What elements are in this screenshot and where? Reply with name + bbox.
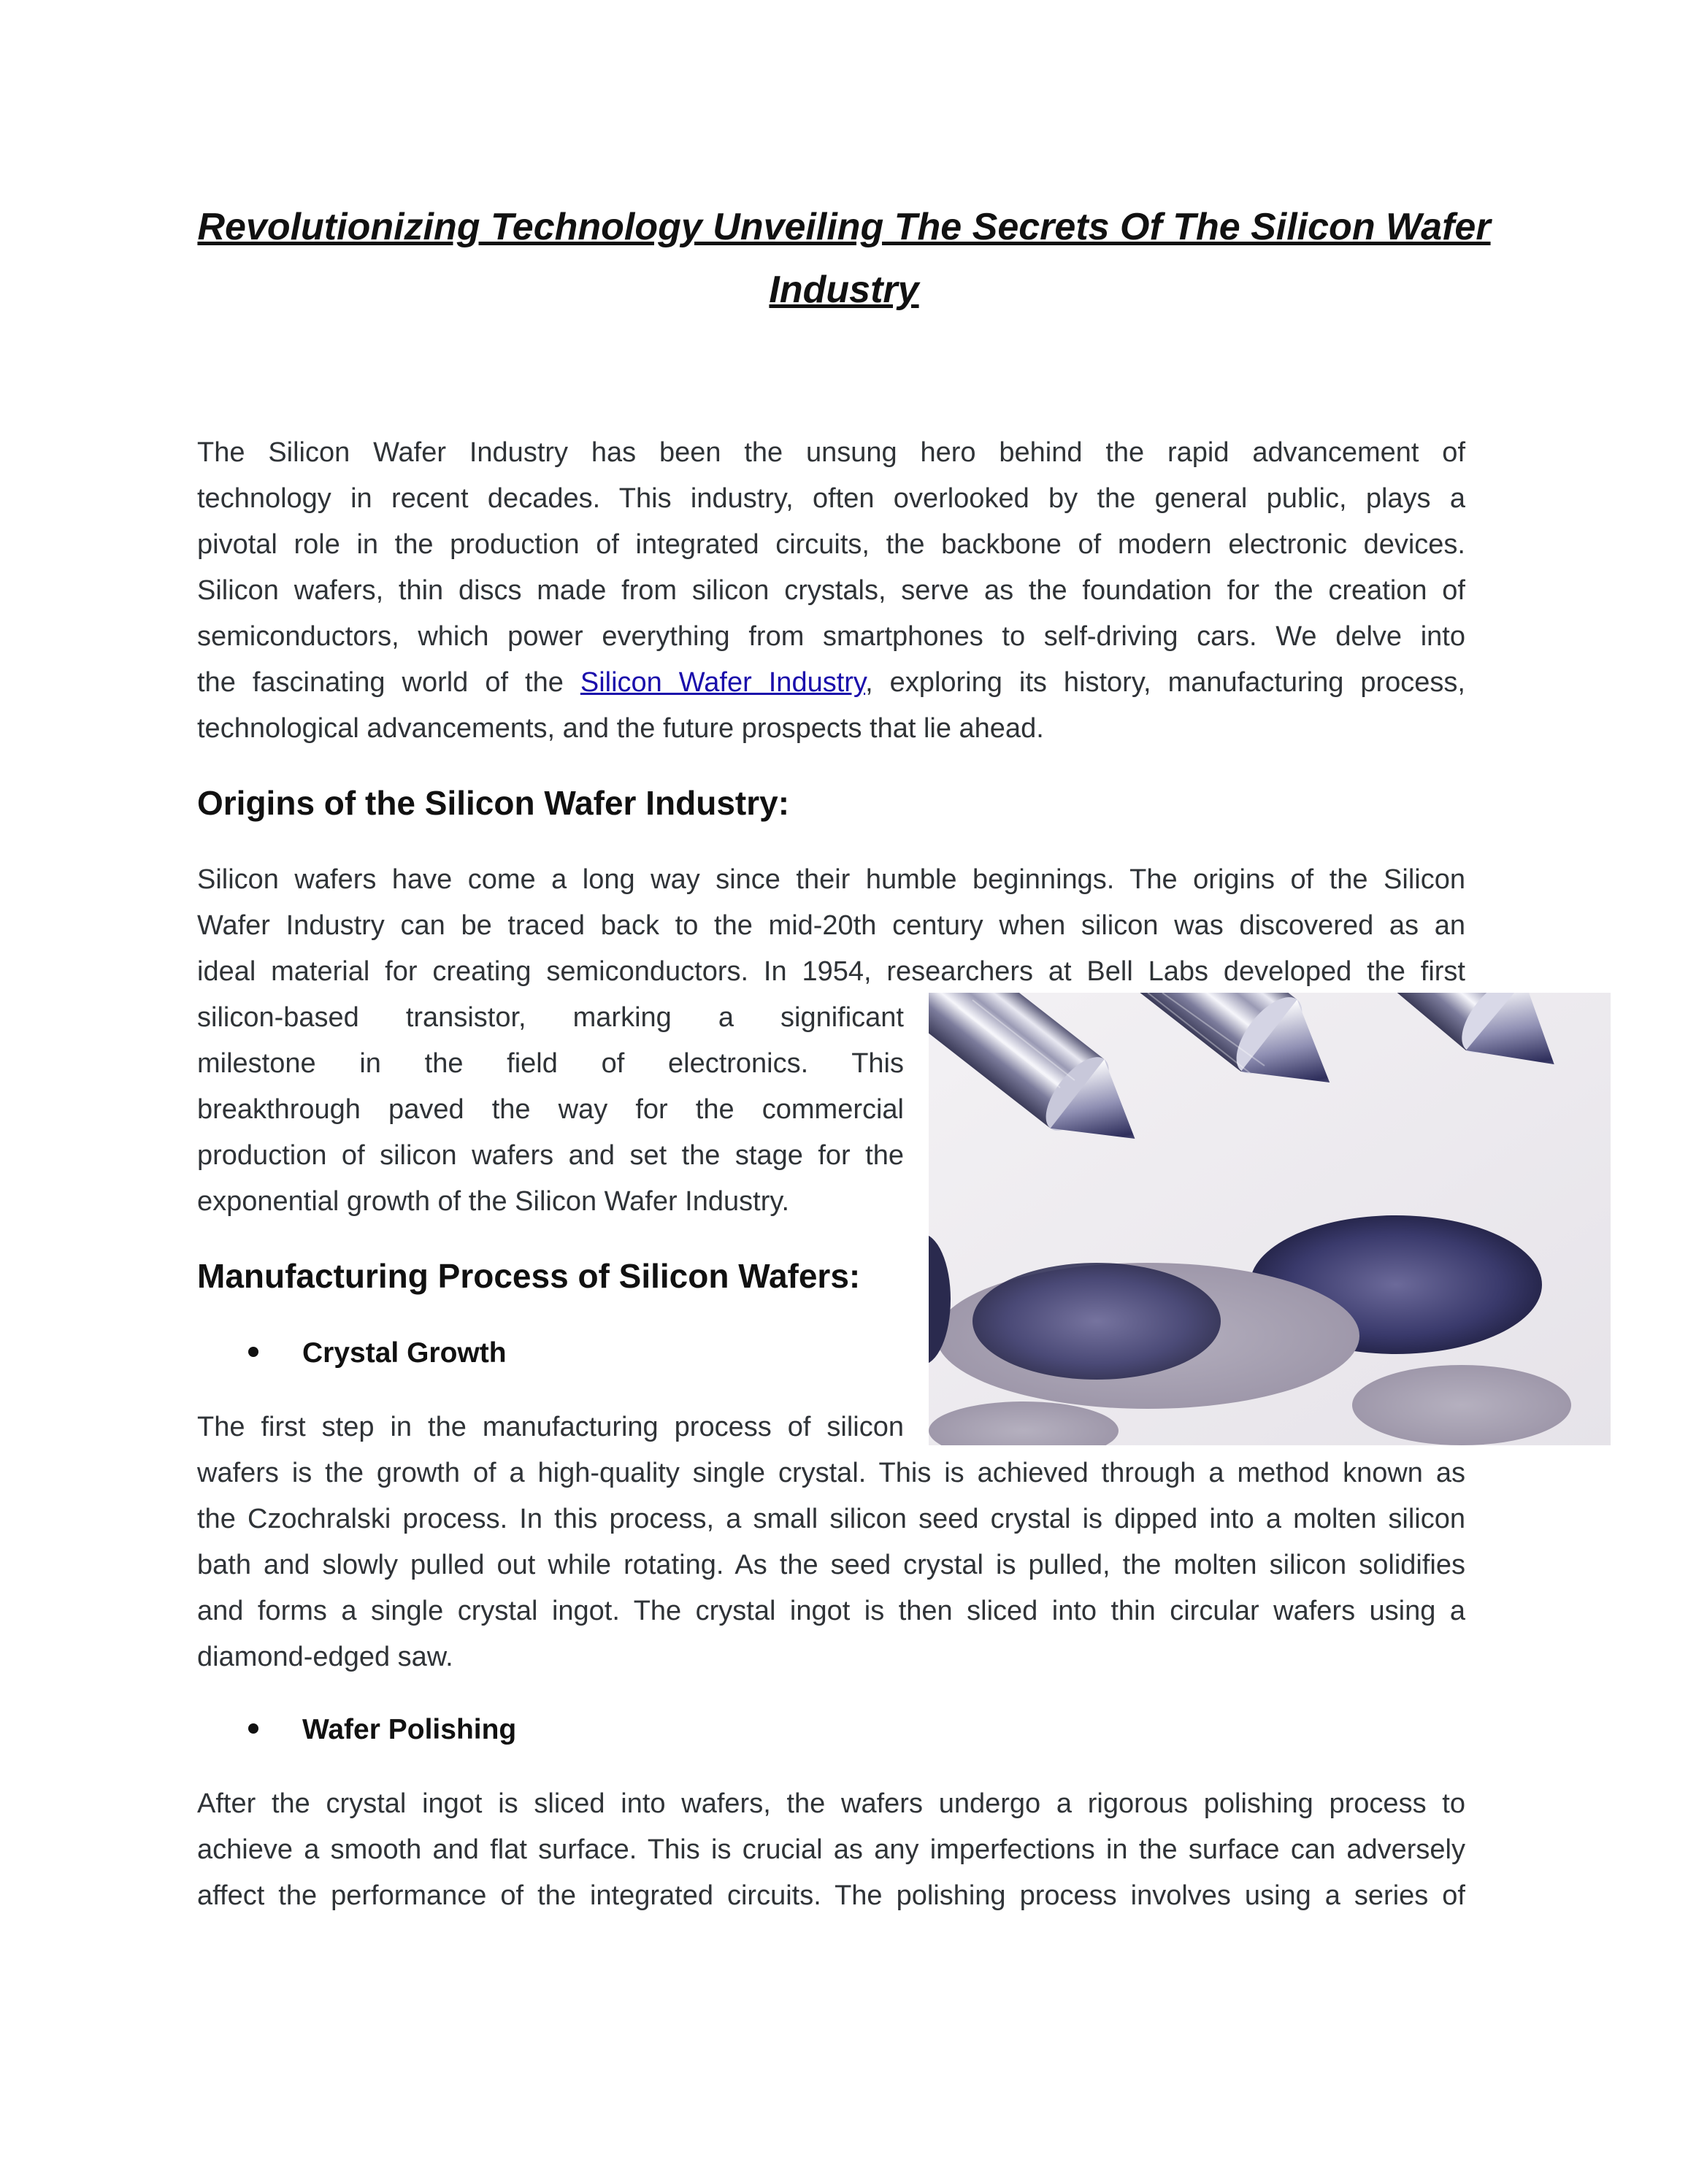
intro-line: pivotal role in the production of integrated circuits, the backbone of modern electronic devices. — [197, 529, 1465, 560]
bullet-dot-icon — [248, 1347, 258, 1357]
origins-line: exponential growth of the Silicon Wafer Industry. — [197, 1186, 790, 1217]
polishing-line: After the crystal ingot is sliced into wafers, the wafers undergo a rigorous polishing process to — [197, 1788, 1465, 1819]
bullet-label: Wafer Polishing — [302, 1714, 517, 1745]
crystal-line: wafers is the growth of a high-quality single crystal. This is achieved through a method known as — [197, 1458, 1465, 1488]
crystal-line: and forms a single crystal ingot. The crystal ingot is then sliced into thin circular wafers using a — [197, 1596, 1465, 1626]
silicon-wafer-industry-link[interactable]: Silicon Wafer Industry — [580, 667, 866, 698]
polishing-paragraph — [197, 1781, 1465, 1919]
intro-line — [197, 660, 1465, 706]
origins-paragraph-wrapped — [197, 995, 904, 1225]
crystal-line: the Czochralski process. In this process, a small silicon seed crystal is dipped into a molten silicon — [197, 1504, 1465, 1534]
silicon-ingots-illustration — [929, 993, 1611, 1445]
title-line-1: Revolutionizing Technology Unveiling The Secrets Of The Silicon Wafer — [197, 206, 1491, 248]
intro-line: semiconductors, which power everything from smartphones to self-driving cars. We delve into — [197, 621, 1465, 652]
origins-line: milestone in the field of electronics. This — [197, 1048, 904, 1079]
origins-line: silicon-based transistor, marking a significant — [197, 1002, 904, 1033]
bullet-crystal-growth — [248, 1333, 507, 1374]
intro-text: the fascinating world of the — [197, 667, 580, 698]
page-title — [197, 196, 1491, 321]
intro-paragraph — [197, 430, 1465, 752]
polishing-line: achieve a smooth and flat surface. This is crucial as any imperfections in the surface can adversely — [197, 1834, 1465, 1865]
bullet-dot-icon — [248, 1723, 258, 1734]
bullet-label: Crystal Growth — [302, 1337, 507, 1369]
origins-line: production of silicon wafers and set the stage for the — [197, 1140, 904, 1171]
intro-text: , exploring its history, manufacturing process, — [865, 667, 1465, 698]
intro-line: Silicon wafers, thin discs made from silicon crystals, serve as the foundation for the creation of — [197, 575, 1465, 606]
bullet-wafer-polishing — [248, 1710, 516, 1750]
crystal-paragraph — [197, 1450, 1465, 1680]
origins-line: ideal material for creating semiconductors. In 1954, researchers at Bell Labs developed the first — [197, 956, 1465, 987]
intro-line: technological advancements, and the future prospects that lie ahead. — [197, 713, 1044, 744]
polishing-line: affect the performance of the integrated circuits. The polishing process involves using a series of — [197, 1880, 1465, 1911]
title-line-2: Industry — [769, 269, 919, 311]
origins-paragraph — [197, 857, 1465, 995]
crystal-line: The first step in the manufacturing process of silicon — [197, 1412, 904, 1442]
crystal-paragraph-wrapped — [197, 1404, 904, 1450]
origins-line: Wafer Industry can be traced back to the mid-20th century when silicon was discovered as an — [197, 910, 1465, 941]
crystal-line: bath and slowly pulled out while rotating. As the seed crystal is pulled, the molten silicon solidifies — [197, 1550, 1465, 1580]
intro-line: technology in recent decades. This industry, often overlooked by the general public, plays a — [197, 483, 1465, 514]
origins-line: breakthrough paved the way for the commercial — [197, 1094, 904, 1125]
crystal-line: diamond-edged saw. — [197, 1642, 453, 1672]
manufacturing-heading: Manufacturing Process of Silicon Wafers: — [197, 1257, 861, 1295]
intro-line: The Silicon Wafer Industry has been the unsung hero behind the rapid advancement of — [197, 437, 1465, 468]
origins-line: Silicon wafers have come a long way since their humble beginnings. The origins of the Silicon — [197, 864, 1465, 895]
silicon-ingots-image — [929, 993, 1611, 1445]
origins-heading: Origins of the Silicon Wafer Industry: — [197, 784, 790, 822]
